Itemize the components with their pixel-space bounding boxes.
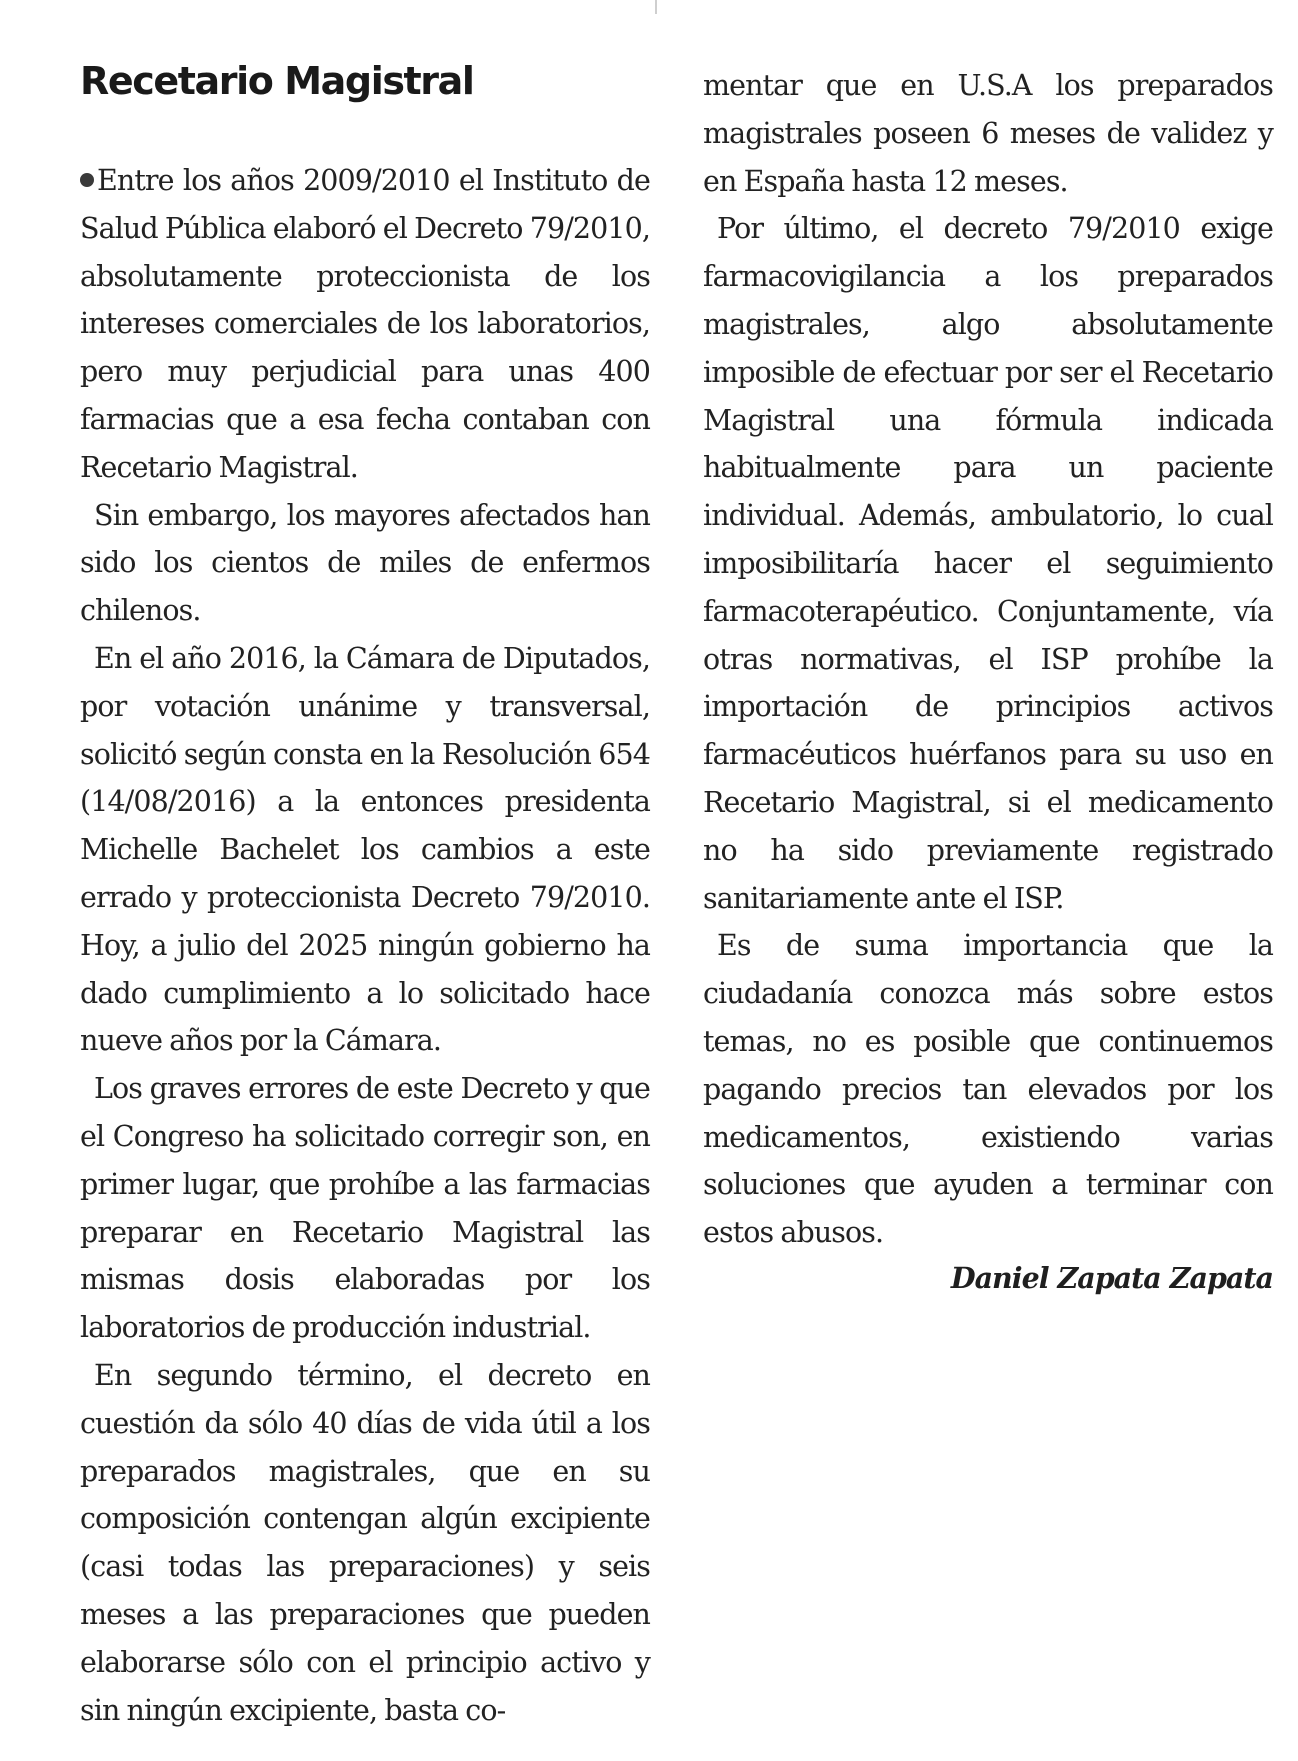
article-paragraph: Sin embargo, los mayores afectados han sido los cientos de miles de enfermos chilenos. bbox=[80, 498, 650, 628]
article-headline: Recetario Magistral bbox=[80, 59, 474, 103]
article-right-column bbox=[703, 62, 1273, 1257]
bullet-dot-icon bbox=[80, 173, 94, 187]
paragraph-text: Entre los años 2009/2010 el Instituto de Salud Pública elaboró el Decreto 79/2010, absolutamente proteccionista de los intereses comerciales de los laboratorios, pero muy perjudicial para unas 400 farmacias que a esa fecha contaban con Recetario Magistral. bbox=[80, 164, 650, 484]
article-left-column bbox=[80, 157, 650, 1734]
article-paragraph: mentar que en U.S.A los preparados magistrales poseen 6 meses de validez y en España hasta 12 meses. bbox=[703, 69, 1273, 198]
article-paragraph: Los graves errores de este Decreto y que el Congreso ha solicitado corregir son, en primer lugar, que prohíbe a las farmacias preparar en Recetario Magistral las mismas dosis elaboradas por los laboratorios de producción industrial. bbox=[80, 1072, 650, 1345]
author-signature: Daniel Zapata Zapata bbox=[950, 1261, 1273, 1295]
article-paragraph: Por último, el decreto 79/2010 exige farmacovigilancia a los preparados magistrales, algo absolutamente imposible de efectuar por ser el Recetario Magistral una fórmula indicada habitualmente para un paciente individual. Además, ambulatorio, lo cual imposibilitaría hacer el seguimiento farmacoterapéutico. Conjuntamente, vía otras normativas, el ISP prohíbe la importación de principios activos farmacéuticos huérfanos para su uso en Recetario Magistral, si el medicamento no ha sido previamente registrado sanitariamente ante el ISP. bbox=[703, 212, 1273, 915]
article-paragraph: En segundo término, el decreto en cuestión da sólo 40 días de vida útil a los preparados magistrales, que en su composición contengan algún excipiente (casi todas las preparaciones) y seis meses a las preparaciones que pueden elaborarse sólo con el principio activo y sin ningún excipiente, basta co- bbox=[80, 1358, 650, 1727]
article-paragraph: En el año 2016, la Cámara de Diputados, por votación unánime y transversal, solicitó según consta en la Resolución 654 (14/08/2016) a la entonces presidenta Michelle Bachelet los cambios a este errado y proteccionista Decreto 79/2010. Hoy, a julio del 2025 ningún gobierno ha dado cumplimiento a lo solicitado hace nueve años por la Cámara. bbox=[80, 641, 650, 1058]
article-paragraph: Es de suma importancia que la ciudadanía conozca más sobre estos temas, no es posible que continuemos pagando precios tan elevados por los medicamentos, existiendo varias soluciones que ayuden a terminar con estos abusos. bbox=[703, 929, 1273, 1250]
article-paragraph bbox=[80, 157, 650, 492]
column-divider-rule bbox=[655, 0, 657, 14]
